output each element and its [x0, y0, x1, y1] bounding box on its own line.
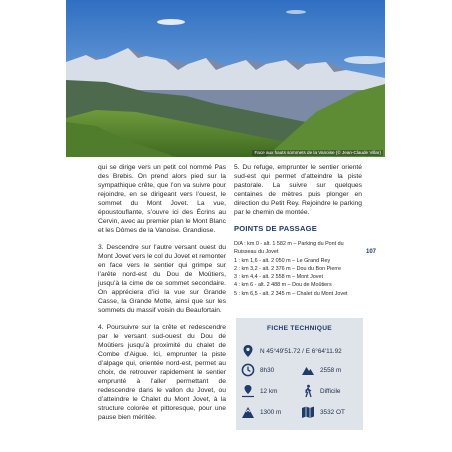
page-number: 107	[366, 249, 377, 255]
distance-row	[241, 384, 298, 398]
map-icon	[301, 405, 315, 419]
points-title: POINTS DE PASSAGE	[234, 224, 318, 233]
step-4-paragraph: 4. Poursuivre sur la crête et redescendre par le versant sud-ouest du Dou de Moûtiers jusqu’à proximité du chalet de Combe d’Aigue. Ici, emprunter la piste d’alpage qui, orientée nord-est, permet au choix, de retrouver rapidement le sentier emprunté à l’aller permettant de redescendre dans le vallon du Jovet, ou d’atteindre le Chalet du Mont Jovet, à la structure colorée et pittoresque, pour une pause bien méritée.	[98, 324, 226, 421]
waypoint-item: 4 : km 6 - alt. 2 488 m – Dou de Moûtiers	[234, 282, 332, 289]
step-5-paragraph: 5. Du refuge, emprunter le sentier orienté sud-est qui permet d’atteindre la piste pastorale. La suivre sur quelques centaines de mètres puis plonger en direction du Petit Rey. Rejoindre le parking par le chemin de montée.	[234, 164, 362, 216]
altitude-row	[301, 363, 341, 377]
difficulty-row	[301, 384, 340, 398]
elevation-icon	[241, 405, 255, 419]
technical-sheet-title: FICHE TECHNIQUE	[267, 325, 332, 332]
right-column	[234, 163, 362, 298]
hiker-icon	[301, 384, 315, 398]
map-reference-value: 3532 OT	[320, 408, 345, 416]
mountain-peak-icon	[301, 363, 315, 377]
waypoint-item: 1 : km 1,6 - alt. 2 050 m – Le Grand Rey	[234, 257, 331, 264]
step-3-paragraph: 3. Descendre sur l’autre versant ouest du Mont Jovet vers le col du Jovet et remonter en face vers le sentier qui grimpe sur l’arête nord-est du Dou de Moûtiers, jusqu’à la cime de ce sommet secondaire. On appréciera d’ici la vue sur Grande Casse, la Grande Motte, ainsi que sur les sommets du massif voisin du Beaufortain.	[98, 244, 226, 314]
waypoint-item: 3 : km 4,4 - alt. 2 558 m – Mont Jovet	[234, 274, 323, 281]
distance-value: 12 km	[260, 387, 278, 395]
duration-row	[241, 363, 298, 377]
duration-value: 8h30	[260, 366, 275, 374]
waypoints-list	[234, 240, 362, 298]
hero-photo	[66, 0, 385, 157]
waypoint-item: 2 : km 3,2 - alt. 2 376 m – Dou du Bon Pierre	[234, 265, 341, 272]
difficulty-value: Difficile	[320, 387, 341, 395]
map-row	[301, 405, 345, 419]
elevation-row	[241, 405, 298, 419]
clock-icon	[241, 363, 255, 377]
elevation-gain-value: 1300 m	[260, 408, 282, 416]
photo-caption: Face aux hauts sommets de la Vanoise (© Jean-Claude Villar)	[254, 150, 381, 155]
altitude-max-value: 2558 m	[320, 366, 342, 374]
gps-row	[241, 344, 342, 358]
left-column	[98, 163, 226, 430]
location-pin-icon	[241, 344, 255, 358]
mountain-landscape-image	[66, 0, 385, 157]
waypoint-item: Ruisseau du Jovet	[234, 249, 279, 256]
gps-coordinates: N 45°49'51.72 / E 6°64'11.92	[260, 347, 342, 355]
intro-paragraph: qui se dirige vers un petit col nommé Pas des Brebis. On prend alors pied sur la sympathique crête, que l’on va suivre pour rejoindre, en se dirigeant vers l’ouest, le sommet du Mont Jovet. La vue, époustouflante, s’ouvre ici des Écrins au Cervin, avec au premier plan le Mont Blanc et les Dômes de la Vanoise. Grandiose.	[98, 164, 226, 234]
waypoint-item: 5 : km 6,5 - alt. 2 345 m – Chalet du Mont Jovet	[234, 290, 348, 297]
technical-sheet	[236, 318, 363, 430]
distance-pin-icon	[241, 384, 255, 398]
waypoint-item: D/A : km 0 - alt. 1 582 m – Parking du Pont du	[234, 241, 344, 247]
